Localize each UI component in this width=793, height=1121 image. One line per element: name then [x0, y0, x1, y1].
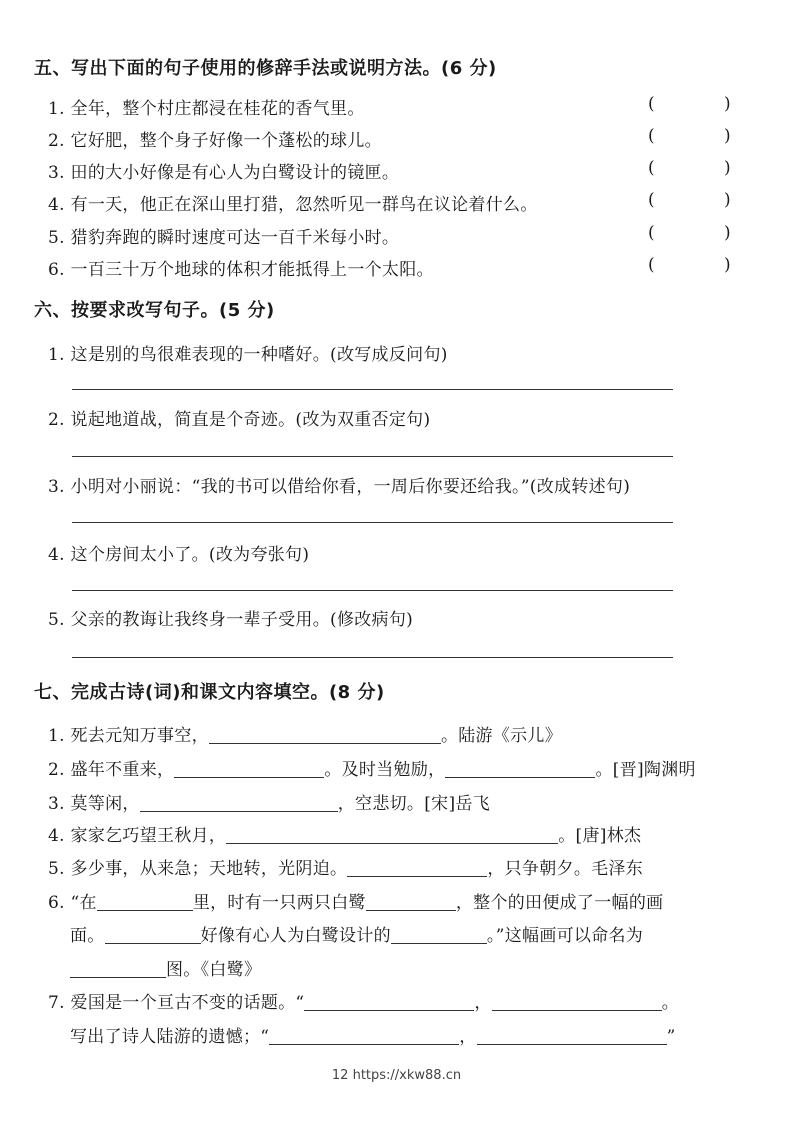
s7-q2-text-a: 2. 盛年不重来， — [48, 760, 175, 780]
s6-item-2-answer-line[interactable] — [72, 456, 673, 457]
s7-q6-blank-1[interactable] — [97, 894, 193, 911]
section-6-heading: 六、按要求改写句子。(5 分) — [34, 300, 275, 321]
s7-q2-text-b: 。及时当勉励， — [324, 760, 446, 780]
s7-q3-text-a: 3. 莫等闲， — [48, 794, 140, 814]
s7-q6-text-e: 好像有心人为白鹭设计的 — [200, 926, 391, 946]
s7-q1-blank-1[interactable] — [209, 727, 441, 744]
s6-item-3: 3. 小明对小丽说：“我的书可以借给你看，一周后你要还给我。”(改成转述句) — [48, 477, 631, 497]
s5-item-2-close-paren: ) — [724, 126, 731, 146]
s7-item-6-line-2 — [70, 921, 643, 946]
s7-q7-text-d: 写出了诗人陆游的遗憾；“ — [70, 1027, 270, 1047]
s6-item-4-answer-line[interactable] — [72, 590, 673, 591]
s7-q6-blank-2[interactable] — [366, 894, 456, 911]
s7-q7-text-b: ， — [474, 993, 492, 1013]
s5-item-6-open-paren: ( — [648, 255, 655, 275]
s7-q4-blank-1[interactable] — [226, 827, 558, 844]
s7-item-7-line-1 — [48, 988, 679, 1013]
s5-item-2-open-paren: ( — [648, 126, 655, 146]
s5-item-1-open-paren: ( — [648, 94, 655, 114]
s5-item-3-close-paren: ) — [724, 158, 731, 178]
s7-item-2 — [48, 755, 696, 780]
s5-item-1: 1. 全年，整个村庄都浸在桂花的香气里。 — [48, 99, 365, 119]
s5-item-3-open-paren: ( — [648, 158, 655, 178]
s6-item-5-answer-line[interactable] — [72, 657, 673, 658]
section-5-heading: 五、写出下面的句子使用的修辞手法或说明方法。(6 分) — [34, 58, 497, 79]
s5-item-4: 4. 有一天，他正在深山里打猎，忽然听见一群鸟在议论着什么。 — [48, 195, 538, 215]
s7-item-6-line-3 — [70, 955, 261, 980]
s5-item-4-open-paren: ( — [648, 190, 655, 210]
s7-q6-text-d: 面。 — [70, 926, 105, 946]
s7-q7-text-e: ， — [459, 1027, 477, 1047]
s7-item-6-line-1 — [48, 888, 663, 913]
page-footer: 12 https://xkw88.cn — [331, 1068, 462, 1083]
s5-item-2: 2. 它好肥，整个身子好像一个蓬松的球儿。 — [48, 131, 382, 151]
s5-item-6: 6. 一百三十万个地球的体积才能抵得上一个太阳。 — [48, 260, 434, 280]
s7-item-5 — [48, 854, 643, 879]
s7-q6-text-f: 。”这幅画可以命名为 — [486, 926, 644, 946]
s6-item-4: 4. 这个房间太小了。(改为夸张句) — [48, 545, 310, 565]
s7-q6-text-g: 图。《白鹭》 — [166, 960, 262, 980]
section-7-heading: 七、完成古诗(词)和课文内容填空。(8 分) — [34, 682, 385, 703]
s5-item-5-close-paren: ) — [724, 223, 731, 243]
s7-q1-text-b: 。陆游《示儿》 — [440, 726, 563, 746]
s7-q6-text-c: ，整个的田便成了一幅的画 — [455, 893, 664, 913]
s5-item-1-close-paren: ) — [724, 94, 731, 114]
s7-q5-text-a: 5. 多少事，从来急；天地转，光阴迫。 — [48, 859, 348, 879]
s7-q3-text-b: ，空悲切。[宋]岳飞 — [337, 794, 490, 814]
s7-q7-blank-2[interactable] — [492, 994, 662, 1011]
s7-item-7-line-2 — [70, 1022, 676, 1047]
s7-q2-text-c: 。[晋]陶渊明 — [595, 760, 696, 780]
s7-q7-text-a: 7. 爱国是一个亘古不变的话题。“ — [48, 993, 305, 1013]
s7-q4-text-b: 。[唐]林杰 — [558, 826, 642, 846]
s7-q6-text-a: 6. “在 — [48, 893, 97, 913]
s7-item-4 — [48, 821, 641, 846]
s7-q7-blank-3[interactable] — [269, 1028, 459, 1045]
s7-q7-text-f: ” — [666, 1027, 676, 1047]
s7-q7-blank-4[interactable] — [477, 1028, 667, 1045]
s7-q6-blank-3[interactable] — [105, 927, 201, 944]
s6-item-1-answer-line[interactable] — [72, 389, 673, 390]
s5-item-5: 5. 猎豹奔跑的瞬时速度可达一百千米每小时。 — [48, 228, 400, 248]
s6-item-5: 5. 父亲的教诲让我终身一辈子受用。(修改病句) — [48, 610, 414, 630]
s7-q5-blank-1[interactable] — [347, 860, 487, 877]
s7-q2-blank-1[interactable] — [174, 761, 324, 778]
s5-item-6-close-paren: ) — [724, 255, 731, 275]
s7-q2-blank-2[interactable] — [445, 761, 595, 778]
s6-item-1: 1. 这是别的鸟很难表现的一种嗜好。(改写成反问句) — [48, 345, 448, 365]
s5-item-5-open-paren: ( — [648, 223, 655, 243]
s7-q5-text-b: ，只争朝夕。毛泽东 — [487, 859, 644, 879]
s7-q7-blank-1[interactable] — [304, 994, 474, 1011]
s7-q6-blank-5[interactable] — [70, 961, 166, 978]
s7-q6-text-b: 里，时有一只两只白鹭 — [192, 893, 366, 913]
s7-q3-blank-1[interactable] — [140, 795, 338, 812]
s6-item-2: 2. 说起地道战，简直是个奇迹。(改为双重否定句) — [48, 410, 431, 430]
s7-q6-blank-4[interactable] — [391, 927, 487, 944]
s5-item-3: 3. 田的大小好像是有心人为白鹭设计的镜匣。 — [48, 163, 400, 183]
s7-q7-text-c: 。 — [661, 993, 680, 1013]
s7-q1-text-a: 1. 死去元知万事空， — [48, 726, 209, 746]
s5-item-4-close-paren: ) — [724, 190, 731, 210]
s7-item-1 — [48, 721, 562, 746]
s6-item-3-answer-line[interactable] — [72, 522, 673, 523]
s7-q4-text-a: 4. 家家乞巧望王秋月， — [48, 826, 227, 846]
s7-item-3 — [48, 789, 490, 814]
